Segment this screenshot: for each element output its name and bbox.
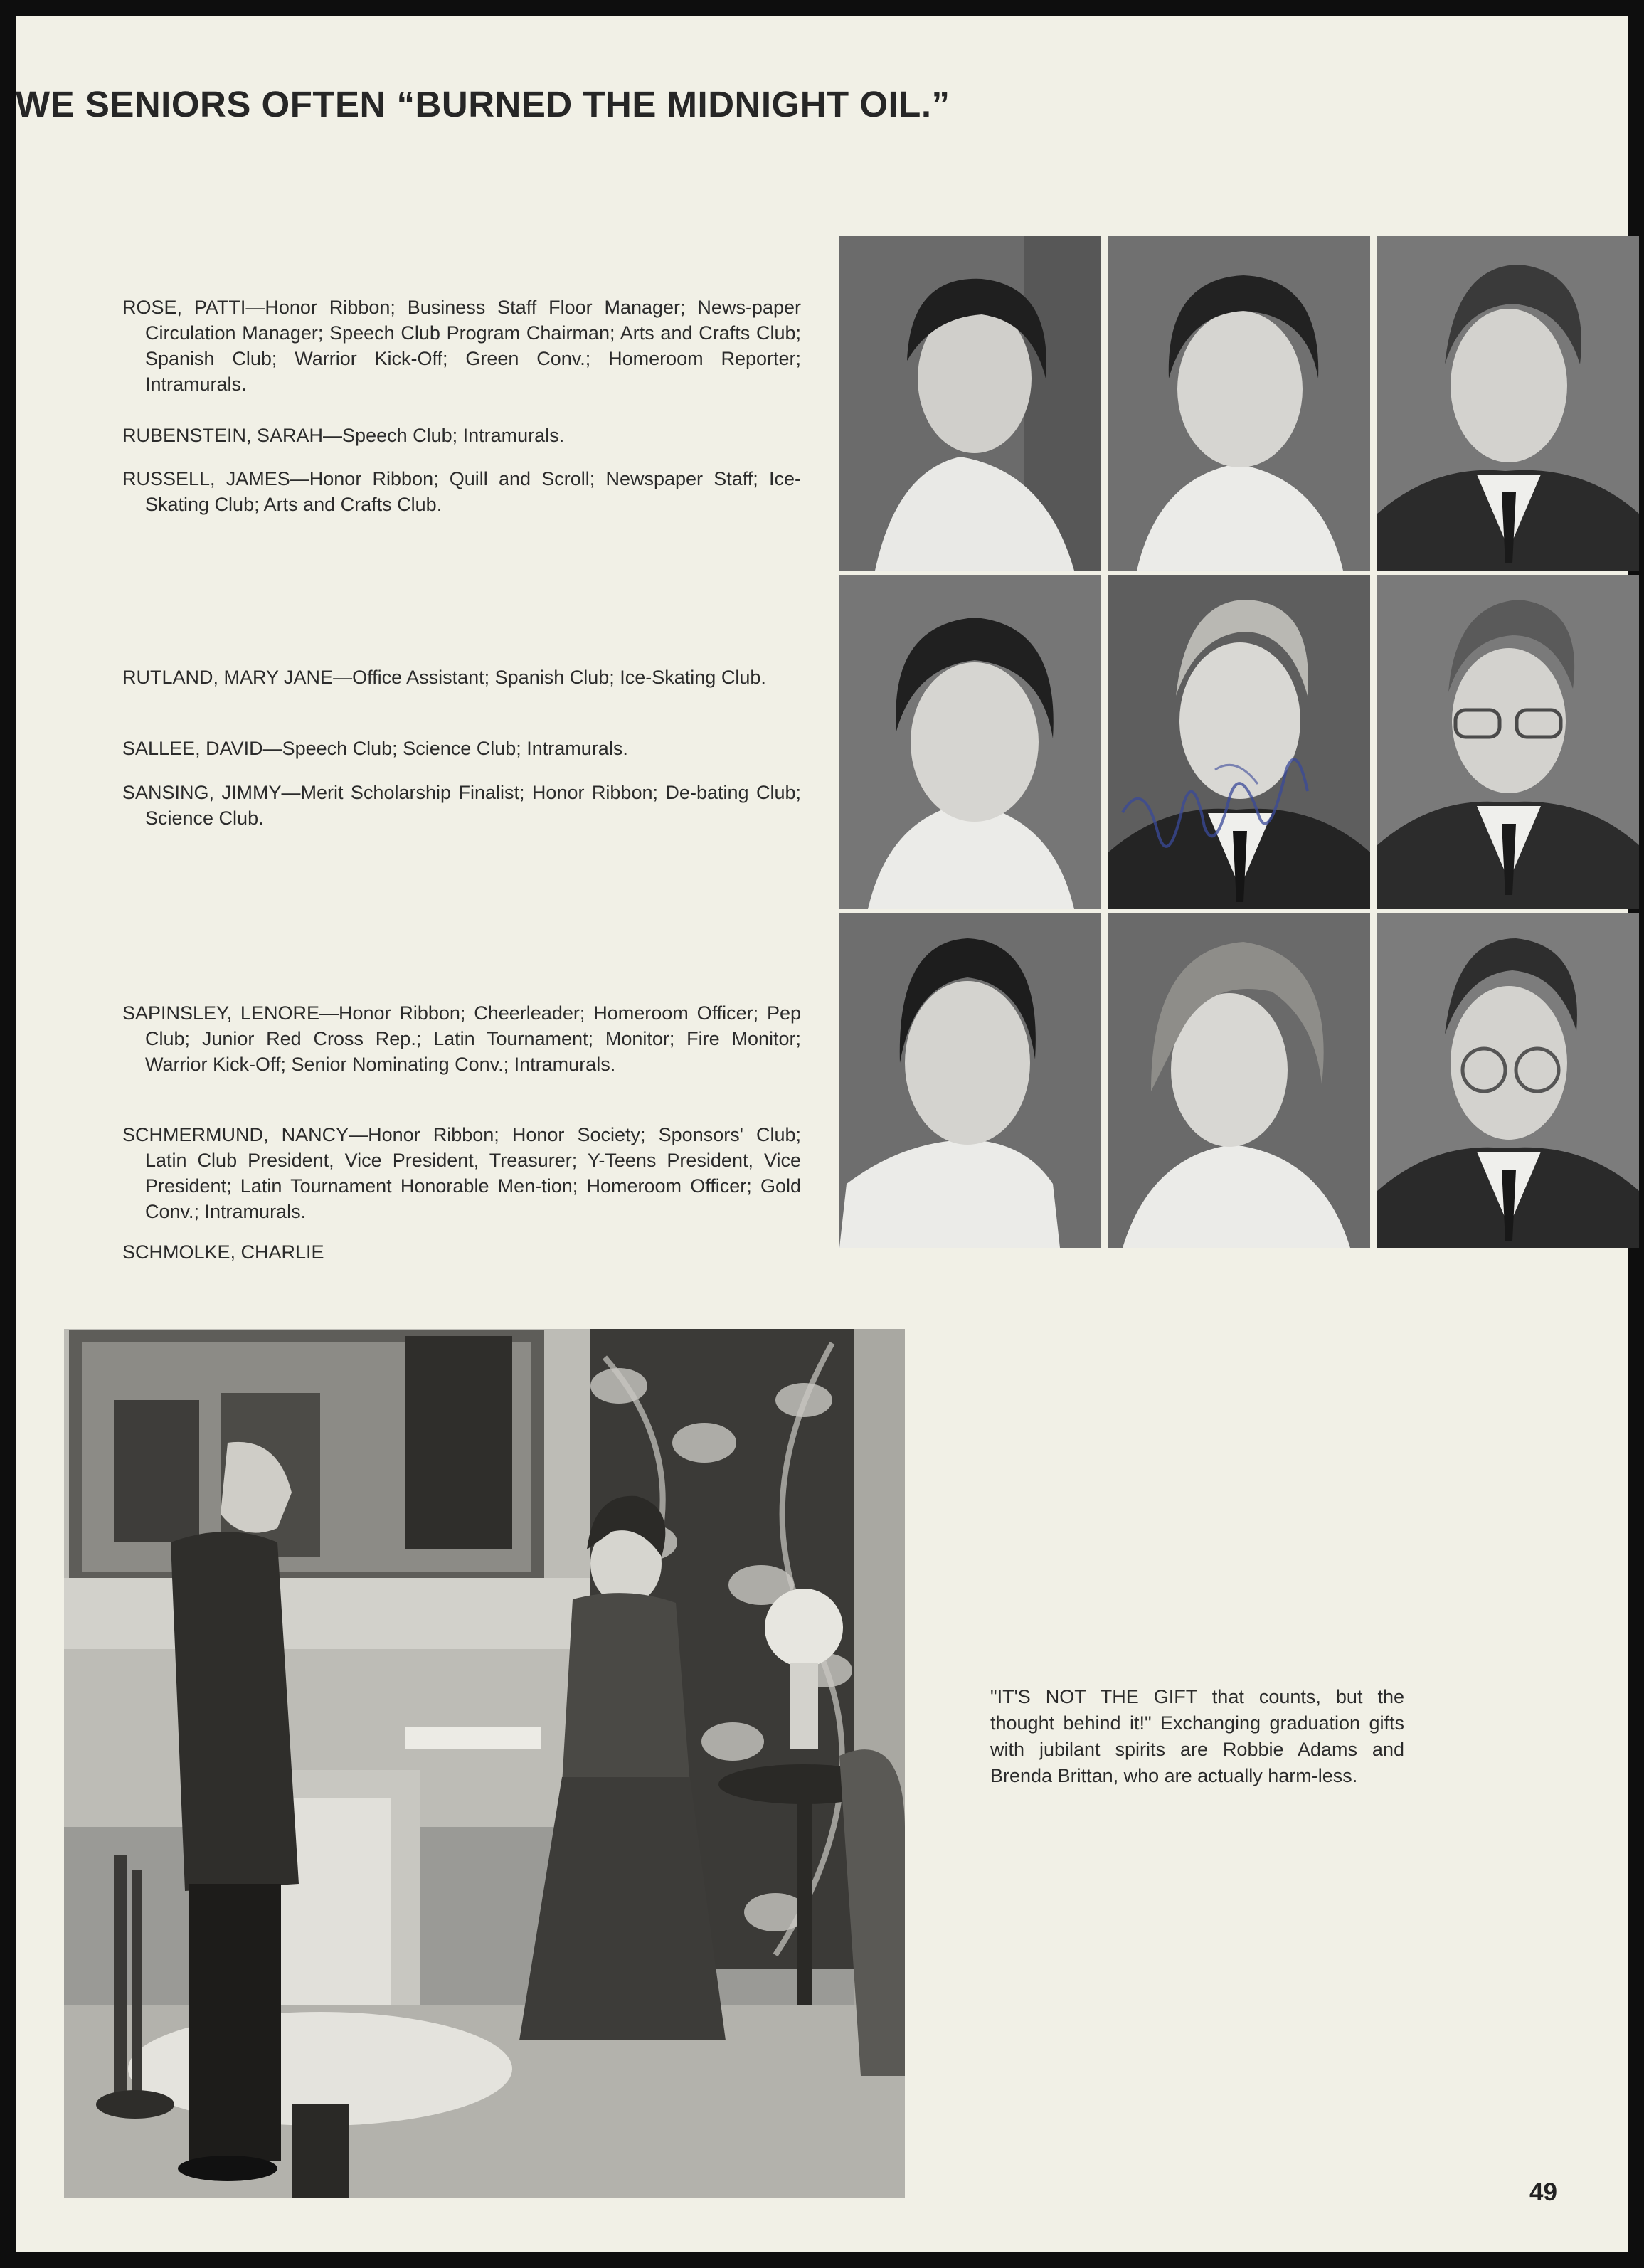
portrait-rutland-mary-jane [839,575,1101,909]
bio-sallee-david: SALLEE, DAVID—Speech Club; Science Club; Intramurals. [122,738,628,759]
portrait-rubenstein-sarah [1108,236,1370,571]
bio-sapinsley-lenore: SAPINSLEY, LENORE—Honor Ribbon; Cheerleader; Homeroom Officer; Pep Club; Junior Red Cross Rep.; Latin Tournament; Monitor; Fire Monitor; Warrior Kick-Off; Senior Nominating Conv.; Intramurals. [122,1002,801,1075]
signature-mark [1115,727,1315,891]
bio-rubenstein-sarah: RUBENSTEIN, SARAH—Speech Club; Intramurals. [122,425,565,446]
portrait-russell-james [1377,236,1639,571]
page-headline: WE SENIORS OFTEN “BURNED THE MIDNIGHT OIL.” [16,84,950,124]
portrait-schmolke-charlie [1377,913,1639,1248]
bio-rose-patti: ROSE, PATTI—Honor Ribbon; Business Staff Floor Manager; News-paper Circulation Manager; Speech Club Program Chairman; Arts and Crafts Club; Spanish Club; Warrior Kick-Off; Green Conv.; Homeroom Reporter; Intramurals. [122,297,801,395]
portrait-sansing-jimmy [1377,575,1639,909]
page-number: 49 [1529,2178,1557,2206]
bio-schmermund-nancy: SCHMERMUND, NANCY—Honor Ribbon; Honor Society; Sponsors' Club; Latin Club President, Vice President, Treasurer; Y-Teens President, Vice President; Latin Tournament Honorable Men-tion; Homeroom Officer; Gold Conv.; Intramurals. [122,1124,801,1222]
portrait-rose-patti [839,236,1101,571]
bio-sansing-jimmy: SANSING, JIMMY—Merit Scholarship Finalist; Honor Ribbon; De-bating Club; Science Club. [122,782,801,829]
candid-photo [64,1329,905,2198]
bio-russell-james: RUSSELL, JAMES—Honor Ribbon; Quill and Scroll; Newspaper Staff; Ice-Skating Club; Arts and Crafts Club. [122,468,801,515]
bio-schmolke-charlie: SCHMOLKE, CHARLIE [122,1241,324,1263]
photo-caption: "IT'S NOT THE GIFT that counts, but the thought behind it!" Exchanging graduation gifts with jubilant spirits are Robbie Adams and Brenda Brittan, who are actually harm-less. [990,1686,1404,1786]
portrait-schmermund-nancy [1108,913,1370,1248]
portrait-sapinsley-lenore [839,913,1101,1248]
yearbook-page [16,16,1628,2252]
bio-rutland-mary-jane: RUTLAND, MARY JANE—Office Assistant; Spanish Club; Ice-Skating Club. [122,667,766,688]
